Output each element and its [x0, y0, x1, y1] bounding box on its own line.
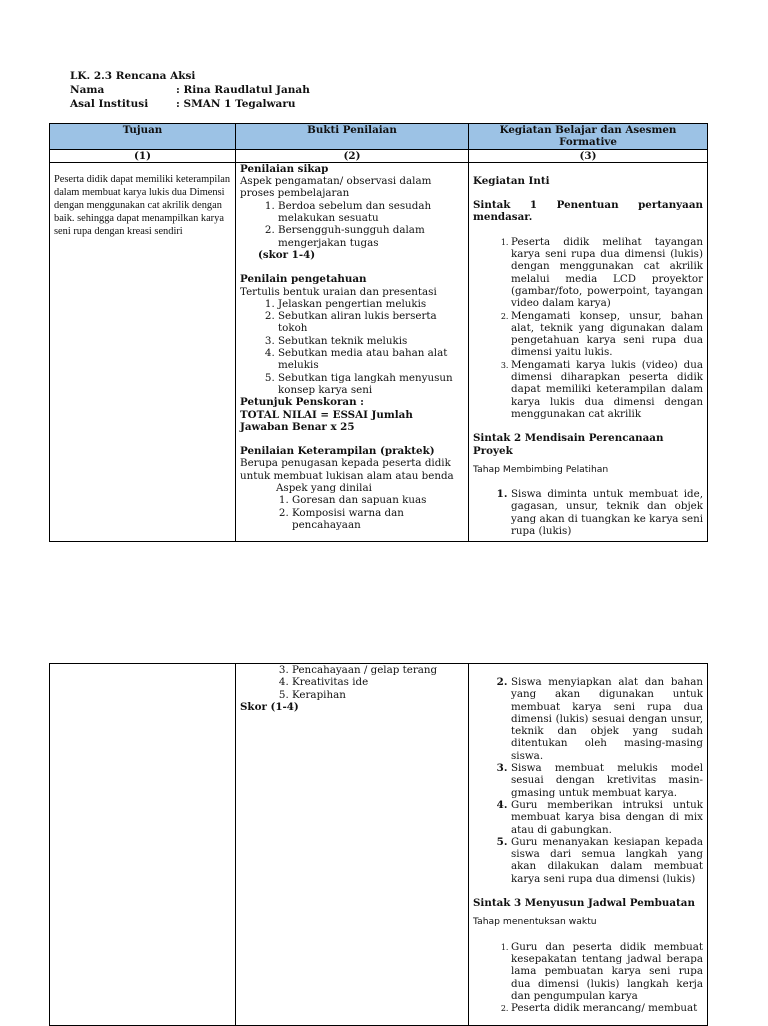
sintak2-title: Sintak 2 Mendisain Perencanaan Proyek [473, 432, 664, 457]
aspek-list [240, 494, 464, 531]
institution-value: : SMAN 1 Tegalwaru [176, 98, 296, 110]
column-number-1: (1) [50, 149, 236, 162]
keterampilan-desc: Berupa penugasan kepada peserta didik untuk membuat lukisan alam atau benda [240, 457, 454, 482]
tujuan-cell [50, 162, 236, 541]
sikap-list [240, 200, 464, 249]
sintak1-list [473, 236, 703, 420]
document-title: LK. 2.3 Rencana Aksi [70, 70, 196, 82]
aspek-title: Aspek yang dinilai [276, 482, 372, 495]
institution-row [70, 97, 310, 111]
pengetahuan-title: Penilain pengetahuan [240, 273, 367, 286]
list-item: 3. Pencahayaan / gelap terang [292, 664, 464, 676]
list-item: 2. Sebutkan aliran lukis berserta tokoh [278, 310, 464, 335]
header-tujuan: Tujuan [50, 124, 236, 150]
tahap-membimbing: Tahap Membimbing Pelatihan [473, 463, 609, 475]
name-value: : Rina Raudlatul Janah [176, 84, 310, 96]
kegiatan-belajar-cell-continued [469, 664, 708, 1026]
list-item: 1. Guru dan peserta didik membuat kesepakatan tentang jadwal berapa lama pembuatan karya seni rupa dua dimensi (lukis) langkah kerja dan pengumpulan karya [511, 941, 703, 1002]
document-header [70, 69, 310, 111]
table-row [50, 664, 708, 1026]
list-item: 4. Sebutkan media atau bahan alat melukis [278, 347, 464, 372]
name-label: Nama [70, 84, 105, 96]
sintak2-list [473, 488, 703, 537]
list-item: 3. Sebutkan teknik melukis [278, 335, 464, 347]
skor-final: Skor (1-4) [240, 700, 299, 713]
table-row [50, 162, 708, 541]
name-row [70, 83, 310, 97]
column-number-2: (2) [236, 149, 469, 162]
tujuan-text: Peserta didik dapat memiliki keterampilan dalam membuat karya lukis dua Dimensi dengan menggunakan cat akrilik dengan baik. sehingga dapat menampilkan karya seni rupa dengan kreasi sendiri [54, 173, 231, 237]
list-item: 1. Goresan dan sapuan kuas [292, 494, 464, 506]
kegiatan-inti-title: Kegiatan Inti [473, 174, 550, 187]
bukti-penilaian-cell [236, 162, 469, 541]
list-item: 5. Sebutkan tiga langkah menyusun konsep karya seni [278, 372, 464, 397]
kegiatan-belajar-cell [469, 162, 708, 541]
sintak2-list-continued [473, 676, 703, 885]
list-item: 1. Siswa diminta untuk membuat ide, gagasan, unsur, teknik dan objek yang akan di tuangkan ke karya seni rupa (lukis) [511, 488, 703, 537]
list-item: 1. Berdoa sebelum dan sesudah melakukan sesuatu [278, 200, 464, 225]
sintak3-title: Sintak 3 Menyusun Jadwal Pembuatan [473, 897, 695, 910]
list-item: 5. Guru menanyakan kesiapan kepada siswa dari semua langkah yang akan dilakukan dalam membuat karya seni rupa dua dimensi (lukis) [511, 836, 703, 885]
list-item: 2. Bersengguh-sungguh dalam mengerjakan tugas [278, 224, 464, 249]
tahap-waktu: Tahap menentuksan waktu [473, 916, 597, 928]
header-bukti-penilaian: Bukti Penilaian [236, 124, 469, 150]
column-number-3: (3) [469, 149, 708, 162]
petunjuk-formula: TOTAL NILAI = ESSAI Jumlah Jawaban Benar x 25 [240, 408, 413, 433]
list-item: 1. Jelaskan pengertian melukis [278, 298, 464, 310]
action-plan-table [49, 123, 708, 542]
sikap-skor: (skor 1-4) [258, 248, 316, 261]
petunjuk-title: Petunjuk Penskoran : [240, 396, 364, 409]
sikap-title: Penilaian sikap [240, 162, 329, 175]
keterampilan-title: Penilaian Keterampilan (praktek) [240, 445, 435, 458]
institution-label: Asal Institusi [70, 98, 149, 110]
list-item: 2. Siswa menyiapkan alat dan bahan yang akan digunakan untuk membuat karya seni rupa dua dimensi (lukis) sesuai dengan unsur, teknik dan objek yang sudah ditentukan oleh masing-masing siswa. [511, 676, 703, 762]
list-item: 3. Siswa membuat melukis model sesuai dengan kretivitas masin-gmasing untuk membuat karya. [511, 762, 703, 799]
list-item: 5. Kerapihan [292, 689, 464, 701]
list-item: 2. Komposisi warna dan pencahayaan [292, 507, 464, 532]
action-plan-table-continued [49, 663, 708, 1026]
list-item: 2. Mengamati konsep, unsur, bahan alat, teknik yang digunakan dalam pengetahuan karya seni rupa dua dimensi yaitu lukis. [511, 310, 703, 359]
pengetahuan-desc: Tertulis bentuk uraian dan presentasi [240, 285, 437, 298]
list-item: 3. Mengamati karya lukis (video) dua dimensi diharapkan peserta didik dapat memiliki keterampilan dalam karya lukis dua dimensi dengan menggunakan cat akrilik [511, 359, 703, 420]
list-item: 4. Guru memberikan intruksi untuk membuat karya bisa dengan di mix atau di gabungkan. [511, 799, 703, 836]
pengetahuan-list [240, 298, 464, 396]
sintak3-list [473, 941, 703, 1015]
list-item: 1. Peserta didik melihat tayangan karya seni rupa dua dimensi (lukis) dengan menggunakan cat akrilik melalui media LCD proyektor (gambar/foto, powerpoint, tayangan video dalam karya) [511, 236, 703, 310]
tujuan-cell-continued [50, 664, 236, 1026]
header-kegiatan-belajar: Kegiatan Belajar dan Asesmen Formative [469, 124, 708, 150]
bukti-penilaian-cell-continued [236, 664, 469, 1026]
table-header-row [50, 124, 708, 150]
table-number-row [50, 149, 708, 162]
aspek-list-continued [240, 664, 464, 701]
list-item: 2. Peserta didik merancang/ membuat [511, 1002, 703, 1014]
sikap-desc: Aspek pengamatan/ observasi dalam proses pembelajaran [240, 175, 432, 200]
list-item: 4. Kreativitas ide [292, 676, 464, 688]
sintak1-title: Sintak 1 Penentuan pertanyaan mendasar. [473, 199, 703, 224]
